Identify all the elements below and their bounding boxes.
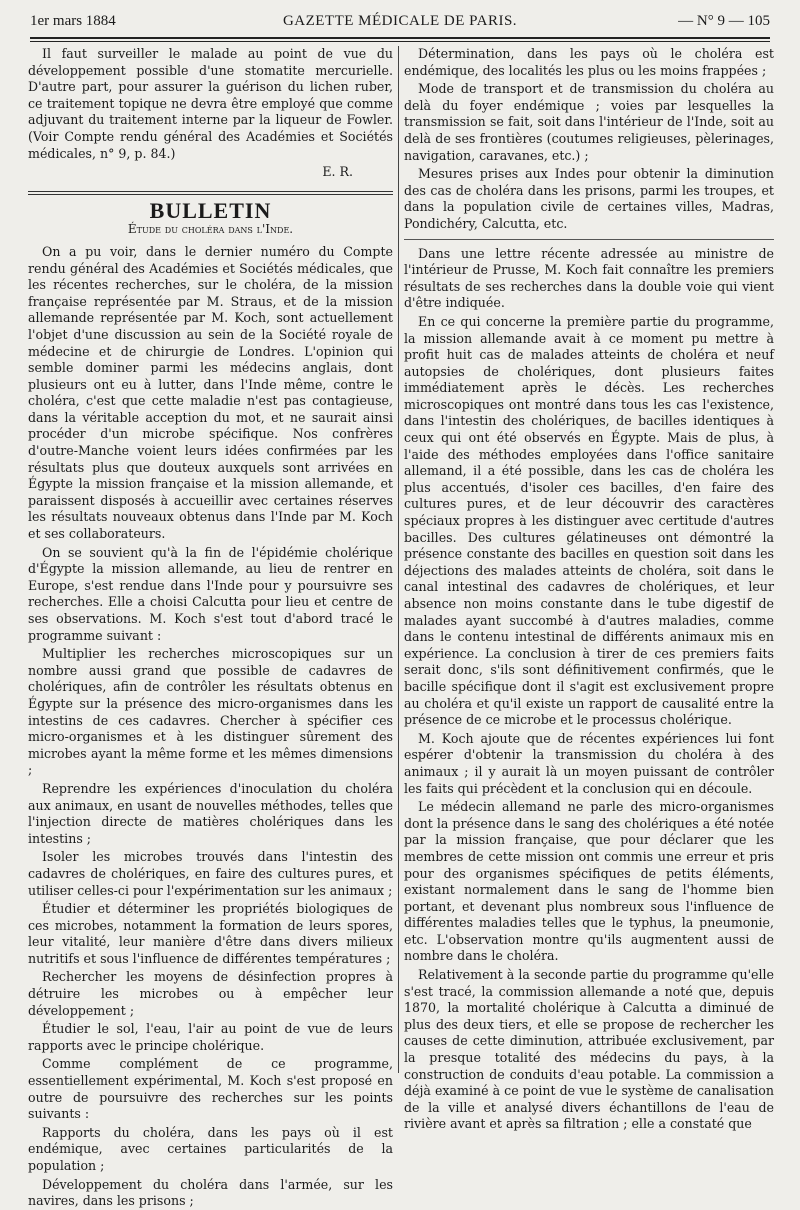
- right-column: [404, 46, 774, 1132]
- header-rule: [30, 37, 770, 39]
- program-item: Étudier et déterminer les propriétés biologiques de ces microbes, notamment la formation de leurs spores, leur vitalité, leur manière d'être dans divers milieux nutritifs et sous l'influence de différentes températures ;: [28, 901, 393, 966]
- signature: E. R.: [322, 164, 353, 180]
- bulletin-subtitle: Étude du choléra dans l'Inde.: [127, 222, 294, 237]
- header-title: GAZETTE MÉDICALE DE PARIS.: [282, 13, 518, 29]
- program-item: Isoler les microbes trouvés dans l'intestin des cadavres de cholériques, en faire des cultures pures, et utiliser celles-ci pour l'expérimentation sur les animaux ;: [28, 849, 393, 898]
- paragraph: Relativement à la seconde partie du programme qu'elle s'est tracé, la commission allemande a noté que, depuis 1870, la mortalité cholérique à Calcutta a diminué de plus des deux tiers, et elle se propose de rechercher les causes de cette diminution, attribuée exclusivement, par la presque totalité des médecins du pays, à la construction de conduits d'eau potable. La commission a déjà examiné à ce point de vue le système de canalisation de la ville et analysé divers échantillons de l'eau de rivière avant et après sa filtration ; elle a constaté que: [404, 967, 774, 1132]
- program-item: Étudier le sol, l'eau, l'air au point de vue de leurs rapports avec le principe cholérique.: [28, 1021, 393, 1053]
- program-item: Mesures prises aux Indes pour obtenir la diminution des cas de choléra dans les prisons, parmi les troupes, et dans la population civile de certaines villes, Madras, Pondichéry, Calcutta, etc.: [404, 166, 774, 231]
- program-item: Mode de transport et de transmission du choléra au delà du foyer endémique ; voies par lesquelles la transmission se fait, soit dans l'intérieur de l'Inde, soit au delà de ses frontières (coutumes religieuses, pèlerinages, navigation, caravanes, etc.) ;: [404, 81, 774, 163]
- bulletin-title: BULLETIN: [149, 197, 272, 223]
- header-date: 1er mars 1884: [30, 13, 116, 29]
- program-item: Rapports du choléra, dans les pays où il est endémique, avec certaines particularités de la population ;: [28, 1124, 393, 1173]
- program-item: Reprendre les expériences d'inoculation du choléra aux animaux, en usant de nouvelles méthodes, telles que l'injection directe de matières cholériques dans les intestins ;: [28, 780, 393, 846]
- header-rule-thin: [30, 41, 770, 42]
- paragraph: On a pu voir, dans le dernier numéro du Compte rendu général des Académies et Sociétés médicales, que les récentes recherches, sur le choléra, de la mission française représentée par M. Straus, et de la mission allemande représentée par M. Koch, sont actuellement l'objet d'une discussion au sein de la Société royale de médecine et de chirurgie de Londres. L'opinion qui semble dominer parmi les médecins anglais, dont plusieurs ont eu à lutter, dans l'Inde même, contre le choléra, c'est que cette maladie n'est pas contagieuse, dans la véritable acception du mot, et ne saurait ainsi procéder d'un microbe spécifique. Nos confrères d'outre-Manche voient leurs idées confirmées par les résultats plus que douteux auxquels sont arrivées en Égypte la mission française et la mission allemande, et paraissent disposés à accueillir avec certaines réserves les résultats nouveaux obtenus dans l'Inde par M. Koch et ses collaborateurs.: [28, 243, 393, 542]
- left-column: [28, 46, 393, 1209]
- program-item: Multiplier les recherches microscopiques sur un nombre aussi grand que possible de cadavres de cholériques, afin de contrôler les résultats obtenus en Égypte sur la présence des micro-organismes dans les intestins de ces cadavres. Chercher à spécifier ces micro-organismes et à les distinguer sûrement des microbes ayant la même forme et les mêmes dimensions ;: [28, 646, 393, 778]
- paragraph: Dans une lettre récente adressée au ministre de l'intérieur de Prusse, M. Koch fait connaître les premiers résultats de ses recherches dans la double voie qui vient d'être indiquée.: [404, 245, 774, 311]
- paragraph: Comme complément de ce programme, essentiellement expérimental, M. Koch s'est proposé en outre de poursuivre des recherches sur les points suivants :: [28, 1056, 393, 1122]
- column-divider: [398, 46, 399, 1073]
- intro-paragraph: Il faut surveiller le malade au point de vue du développement possible d'une stomatite mercurielle. D'autre part, pour assurer la guérison du lichen ruber, ce traitement topique ne devra être employé que comme adjuvant du traitement interne par la liqueur de Fowler. (Voir Compte rendu général des Académies et Sociétés médicales, n° 9, p. 84.): [28, 46, 393, 161]
- paragraph: En ce qui concerne la première partie du programme, la mission allemande avait à ce moment pu mettre à profit huit cas de malades atteints de choléra et neuf autopsies de cholériques, dont plusieurs faites immédiatement après le décès. Les recherches microscopiques ont montré dans tous les cas l'existence, dans l'intestin des cholériques, de bacilles identiques à ceux qui ont été observés en Égypte. Mais de plus, à l'aide des méthodes employées dans l'office sanitaire allemand, il a été possible, dans les cas de choléra les plus accentués, d'isoler ces bacilles, d'en faire des cultures pures, et de leur découvrir des caractères spéciaux propres à les distinguer avec certitude d'autres bacilles. Des cultures gélatineuses ont démontré la présence constante des bacilles en question soit dans les déjections des malades atteints de choléra, soit dans le canal intestinal des cadavres de cholériques, et leur absence non moins constante dans le tube digestif de malades ayant succombé à d'autres maladies, comme dans le contenu intestinal de différents animaux mis en expérience. La conclusion à tirer de ces premiers faits serait donc, s'ils sont définitivement confirmés, que le bacille spécifique dont il s'agit est exclusivement propre au choléra et qu'il existe un rapport de causalité entre la présence de ce microbe et le processus cholérique.: [404, 313, 774, 728]
- section-divider-thin: [28, 194, 393, 195]
- header-issue: — N° 9 — 105: [678, 13, 770, 29]
- paragraph: Le médecin allemand ne parle des micro-organismes dont la présence dans le sang des cholériques a été notée par la mission française, que pour déclarer que les membres de cette mission ont commis une erreur et pris pour des organismes spécifiques de petits éléments, existant normalement dans le sang de l'homme bien portant, et devenant plus nombreux sous l'influence de différentes maladies telles que le typhus, la pneumonie, etc. L'observation montre qu'ils augmentent aussi de nombre dans le choléra.: [404, 799, 774, 964]
- paragraph: M. Koch ajoute que de récentes expériences lui font espérer d'obtenir la transmission du choléra à des animaux ; il y aurait là un moyen puissant de contrôler les faits qui précèdent et la conclusion qui en découle.: [404, 730, 774, 796]
- program-item: Rechercher les moyens de désinfection propres à détruire les microbes ou à empêcher leur développement ;: [28, 969, 393, 1018]
- section-divider: [28, 191, 393, 192]
- program-item: Développement du choléra dans l'armée, sur les navires, dans les prisons ;: [28, 1176, 393, 1209]
- section-divider: [404, 239, 774, 240]
- program-item: Détermination, dans les pays où le choléra est endémique, des localités les plus ou les moins frappées ;: [404, 46, 774, 78]
- paragraph: On se souvient qu'à la fin de l'épidémie cholérique d'Égypte la mission allemande, au lieu de rentrer en Europe, s'est rendue dans l'Inde pour y poursuivre ses recherches. Elle a choisi Calcutta pour lieu et centre de ses observations. M. Koch s'est tout d'abord tracé le programme suivant :: [28, 544, 393, 643]
- page-header: [30, 13, 770, 31]
